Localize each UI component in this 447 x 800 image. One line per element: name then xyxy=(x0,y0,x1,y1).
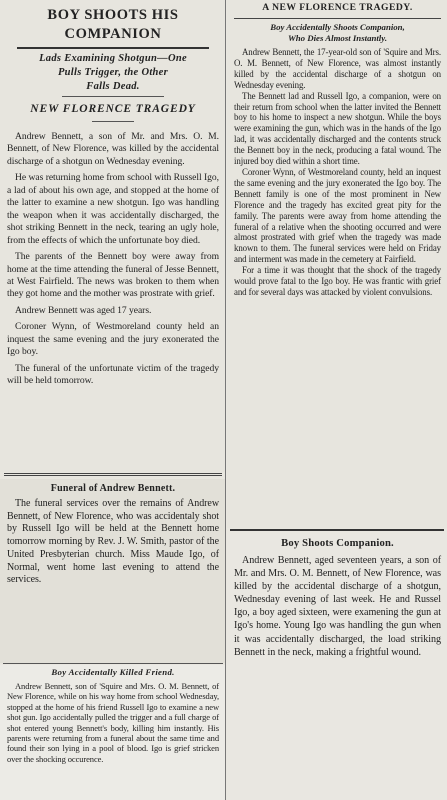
clipping-boy-shoots-companion xyxy=(227,534,447,800)
headline: Funeral of Andrew Bennett. xyxy=(50,483,176,494)
divider xyxy=(4,475,222,476)
clipping-funeral-of-andrew-bennett xyxy=(0,479,225,663)
headline: A NEW FLORENCE TRAGEDY. xyxy=(262,2,413,13)
deck-line: Who Dies Almost Instantly. xyxy=(287,33,388,43)
deck-line: Lads Examining Shotgun—One xyxy=(39,53,187,64)
paragraph: Andrew Bennett was aged 17 years. xyxy=(15,304,152,316)
paragraph: For a time it was thought that the shock of the tragedy would prove fatal to the Igo boy. He was frantic with grief and for several days was attacked by violent convulsions. xyxy=(234,265,441,297)
deck-line: Falls Dead. xyxy=(86,81,140,92)
clipping-boy-accidentally-killed-friend xyxy=(0,665,225,800)
paragraph: Andrew Bennett, a son of Mr. and Mrs. O. M. Bennett, of New Florence, was killed by the accidental discharge of a shotgun on Wednesday evening. xyxy=(7,131,219,167)
right-column xyxy=(227,0,447,800)
paragraph: The Bennett lad and Russell Igo, a companion, were on their return from school when the latter invited the Bennett boy to his home to inspect a new shotgun. While the boys were examining the gun, which was in the hands of the Igo lad, it was accidentally discharged and the contents struck the Bennett boy in the neck, producing a fatal wound. The injured boy died within a short time. xyxy=(234,90,441,167)
deck-line: Boy Accidentally Shoots Companion, xyxy=(270,22,405,32)
clipping-a-new-florence-tragedy xyxy=(227,0,447,528)
article-text: The funeral services over the remains of Andrew Bennett, of New Florence, who was accidentaly shot by Russell Igo will be held at the Bennett home tomorrow morning by Rev. J. W. Smith, pastor of the United Presbyterian church. Miss Maude Igo, of Normal, went home last evening to attend the services. xyxy=(7,498,219,586)
paragraph: The parents of the Bennett boy were away from home at the time attending the funeral of Jesse Bennett, at West Fairfield. The news was broken to them when they got home and the mother was prostrate with grief. xyxy=(7,251,219,300)
headline: Boy Accidentally Killed Friend. xyxy=(51,667,175,677)
divider xyxy=(230,529,444,531)
paragraph: The funeral of the unfortunate victim of the tragedy will be held tomorrow. xyxy=(7,362,219,387)
clipping-boy-shoots-his-companion xyxy=(0,0,225,472)
dateline: NEW FLORENCE TRAGEDY xyxy=(30,103,196,115)
divider xyxy=(4,473,222,474)
article-text: Andrew Bennett, son of 'Squire and Mrs. O. M. Bennett, of New Florence, while on his way home from school Wednesday, stopped at the home of his friend Russell Igo to examine a new shot gun. Igo accidentally pulled the trigger and a full charge of shot entered young Bennett's body, killing him instantly. His parents were returning from a funeral about the same time and found their son lying in a pool of blood. Igo is grief stricken over the shocking occurence. xyxy=(7,681,219,764)
rule xyxy=(62,96,164,97)
paragraph: Coroner Wynn, of Westmoreland county held an inquest the same evening and the jury exonerated the Igo boy. xyxy=(7,321,219,358)
paragraph: He was returning home from school with Russell Igo, a lad of about his own age, and stopped at the home of the latter to examine a new shotgun. Igo was handling the weapon when it was accidentally discharged, the shot striking Bennett in the neck, tearing an ugly hole, from the effects of which the unfortunate boy died. xyxy=(7,172,219,246)
divider xyxy=(3,663,223,664)
article-text: Andrew Bennett, aged seventeen years, a son of Mr. and Mrs. O. M. Bennett, of New Florence, was killed by the accidental discharge of a shotgun, Wednesday evening of last week. He and Russel Igo, a boy aged sixteen, were examening the gun at Igo's home. Young Igo was handling the gun when it was accidentally discharged, the load striking Bennett in the neck, making a frightful wound. xyxy=(234,555,441,658)
paragraph: Coroner Wynn, of Westmoreland county, held an inquest the same evening and the jury exonerated the Igo boy. The Bennett family is one of the most prominent in New Florence and the tragedy has excited great pity for the family. The parents were away from home attending the funeral of a relative when the shooting occurred and were almost prostrated with grief when the tragedy was made known to them. The funeral services were held on Friday and interment was made in the cemetery at Fairfield. xyxy=(234,166,441,265)
rule xyxy=(17,47,209,49)
rule xyxy=(92,121,134,122)
deck-line: Pulls Trigger, the Other xyxy=(57,67,169,78)
headline: BOY SHOOTS HIS COMPANION xyxy=(47,7,179,42)
rule xyxy=(234,18,441,19)
headline: Boy Shoots Companion. xyxy=(281,538,394,549)
column-divider xyxy=(225,0,226,800)
paragraph: Andrew Bennett, the 17-year-old son of 'Squire and Mrs. O. M. Bennett, of New Florence, was almost instantly killed by the accidental discharge of a shotgun on Wednesday evening. xyxy=(234,47,441,90)
